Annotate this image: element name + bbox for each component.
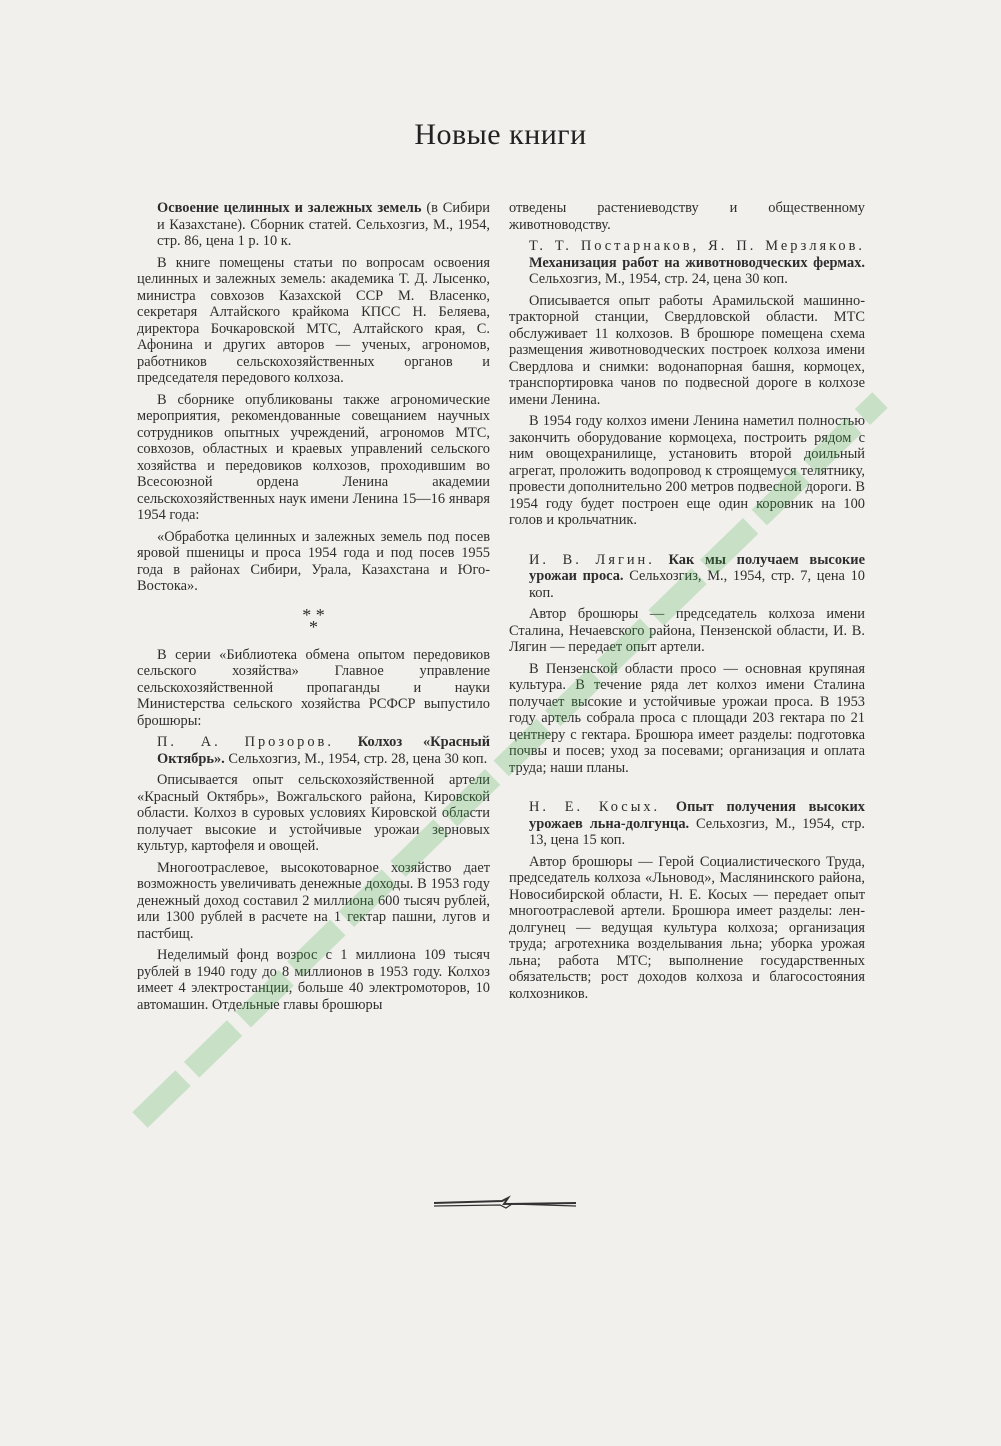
page-title: Новые книги [414, 118, 587, 151]
book-citation [509, 238, 865, 288]
right-column [509, 200, 865, 1007]
book-citation [137, 200, 490, 250]
book-details: Сельхозгиз, М., 1954, стр. 13, цена 15 коп. [529, 815, 865, 848]
paragraph: Автор брошюры — председатель колхоза имени Сталина, Нечаевского района, Пензенской области, И. В. Лягин — передает опыт артели. [509, 606, 865, 655]
book-author: П. А. Прозоров. [157, 734, 358, 750]
paragraph: Многоотраслевое, высокотоварное хозяйство дает возможность увеличивать денежные доходы. В 1953 году денежный доход составил 2 миллиона 600 тысяч рублей, или 1300 рублей в расчете на 1 гектар пашни, лугов и пастбищ. [137, 859, 490, 942]
book-details: Сельхозгиз, М., 1954, стр. 7, цена 10 коп. [529, 568, 866, 601]
book-title: Как мы получаем высокие урожаи проса. [529, 551, 865, 584]
paragraph: Неделимый фонд возрос с 1 миллиона 109 тысяч рублей в 1940 году до 8 миллионов в 1953 году. Колхоз имеет 4 электростанции, больше 40 электромоторов, 10 автомашин. Отдельные главы брошюры [137, 947, 490, 1013]
paragraph: В серии «Библиотека обмена опытом передовиков сельского хозяйства» Главное управление сельскохозяйственной пропаганды и науки Министерства сельского хозяйства РСФСР выпустило брошюры: [137, 646, 490, 729]
paragraph: В книге помещены статьи по вопросам освоения целинных и залежных земель: академика Т. Д. Лысенко, министра совхозов Казахской ССР М. Власенко, секретаря Алтайского крайкома КПСС Н. Беляева, директора Бочкаровской МТС, Алтайского края, С. Афонина и других авторов — ученых, агрономов, работников сельскохозяйственных органов и председателя передового колхоза. [137, 254, 490, 386]
section-divider-stars: * * * [302, 604, 325, 637]
paragraph: отведены растениеводству и общественному животноводству. [509, 200, 865, 233]
paragraph: «Обработка целинных и залежных земель под посев яровой пшеницы и проса 1954 года и под посев 1955 года в районах Сибири, Урала, Казахстана и Юго-Востока». [137, 528, 490, 594]
book-author: И. В. Лягин. [529, 551, 669, 568]
book-citation [137, 734, 490, 767]
paragraph: В Пензенской области просо — основная крупяная культура. В течение ряда лет колхоз имени Сталина получает высокие и устойчивые урожаи проса. В 1953 году артель собрала проса с площади 203 гектара по 21 центнеру с гектара. Брошюра имеет разделы: подготовка почвы и посев; уход за посевами; организация и оплата труда; наши планы. [509, 660, 865, 776]
paragraph: Описывается опыт работы Арамильской машинно-тракторной станции, Свердловской области. МТС обслуживает 11 колхозов. В брошюре помещена схема размещения животноводческих построек колхоза имени Свердлова и снимки: водонапорная башня, кормоцех, транспортировка чанов по подвесной дороге в колхозе имени Ленина. [509, 292, 865, 408]
paragraph: Автор брошюры — Герой Социалистического Труда, председатель колхоза «Льновод», Маслянинского района, Новосибирской области, Н. Е. Косых — передает опыт многоотраслевой артели. Брошюра имеет разделы: лен-долгунец — ведущая культура колхоза; организация труда; агротехника возделывания льна; уборка урожая льна; работа МТС; выполнение государственных обязательств; рост доходов колхоза и благосостояния колхозников. [509, 853, 865, 1002]
book-details: Сельхозгиз, М., 1954, стр. 24, цена 30 коп. [529, 271, 788, 287]
end-ornament [432, 1195, 578, 1211]
book-author: Т. Т. Постарнаков, Я. П. Мерзляков. [529, 238, 865, 254]
book-title: Освоение целинных и залежных земель [157, 200, 427, 216]
paragraph: В сборнике опубликованы также агрономические мероприятия, рекомендованные совещанием научных сотрудников опытных учреждений, агрономов МТС, совхозов, областных и краевых управлений сельского хозяйства и передовиков колхозов, проходившим во Всесоюзной ордена Ленина академии сельскохозяйственных наук имени Ленина 15—16 января 1954 года: [137, 391, 490, 523]
left-column [137, 200, 490, 1018]
book-title: Опыт получения высоких урожаев льна-долгунца. [529, 799, 865, 832]
book-details: (в Сибири и Казахстане). Сборник статей. Сельхозгиз, М., 1954, стр. 86, цена 1 р. 10 к. [157, 200, 490, 249]
book-citation [509, 552, 865, 602]
book-author: Н. Е. Косых. [529, 799, 676, 815]
book-title: Колхоз «Красный Октябрь». [157, 734, 490, 767]
book-citation [509, 799, 865, 849]
book-title: Механизация работ на животноводческих фермах. [529, 254, 865, 271]
section-gap [509, 534, 865, 552]
book-details: Сельхозгиз, М., 1954, стр. 28, цена 30 коп. [228, 750, 488, 767]
paragraph: Описывается опыт сельскохозяйственной артели «Красный Октябрь», Вожгальского района, Кировской области. Колхоз в суровых условиях Кировской области получает высокие и устойчивые урожаи зерновых культур, картофеля и овощей. [137, 772, 490, 854]
paragraph: В 1954 году колхоз имени Ленина наметил полностью закончить оборудование кормоцеха, построить рядом с ним овощехранилище, установить второй доильный агрегат, проложить водопровод к строящемуся телятнику, провести дополнительно 200 метров подвесной дороги. В 1954 году будет построен еще один коровник на 100 голов и крольчатник. [509, 413, 865, 528]
section-gap [509, 781, 865, 799]
